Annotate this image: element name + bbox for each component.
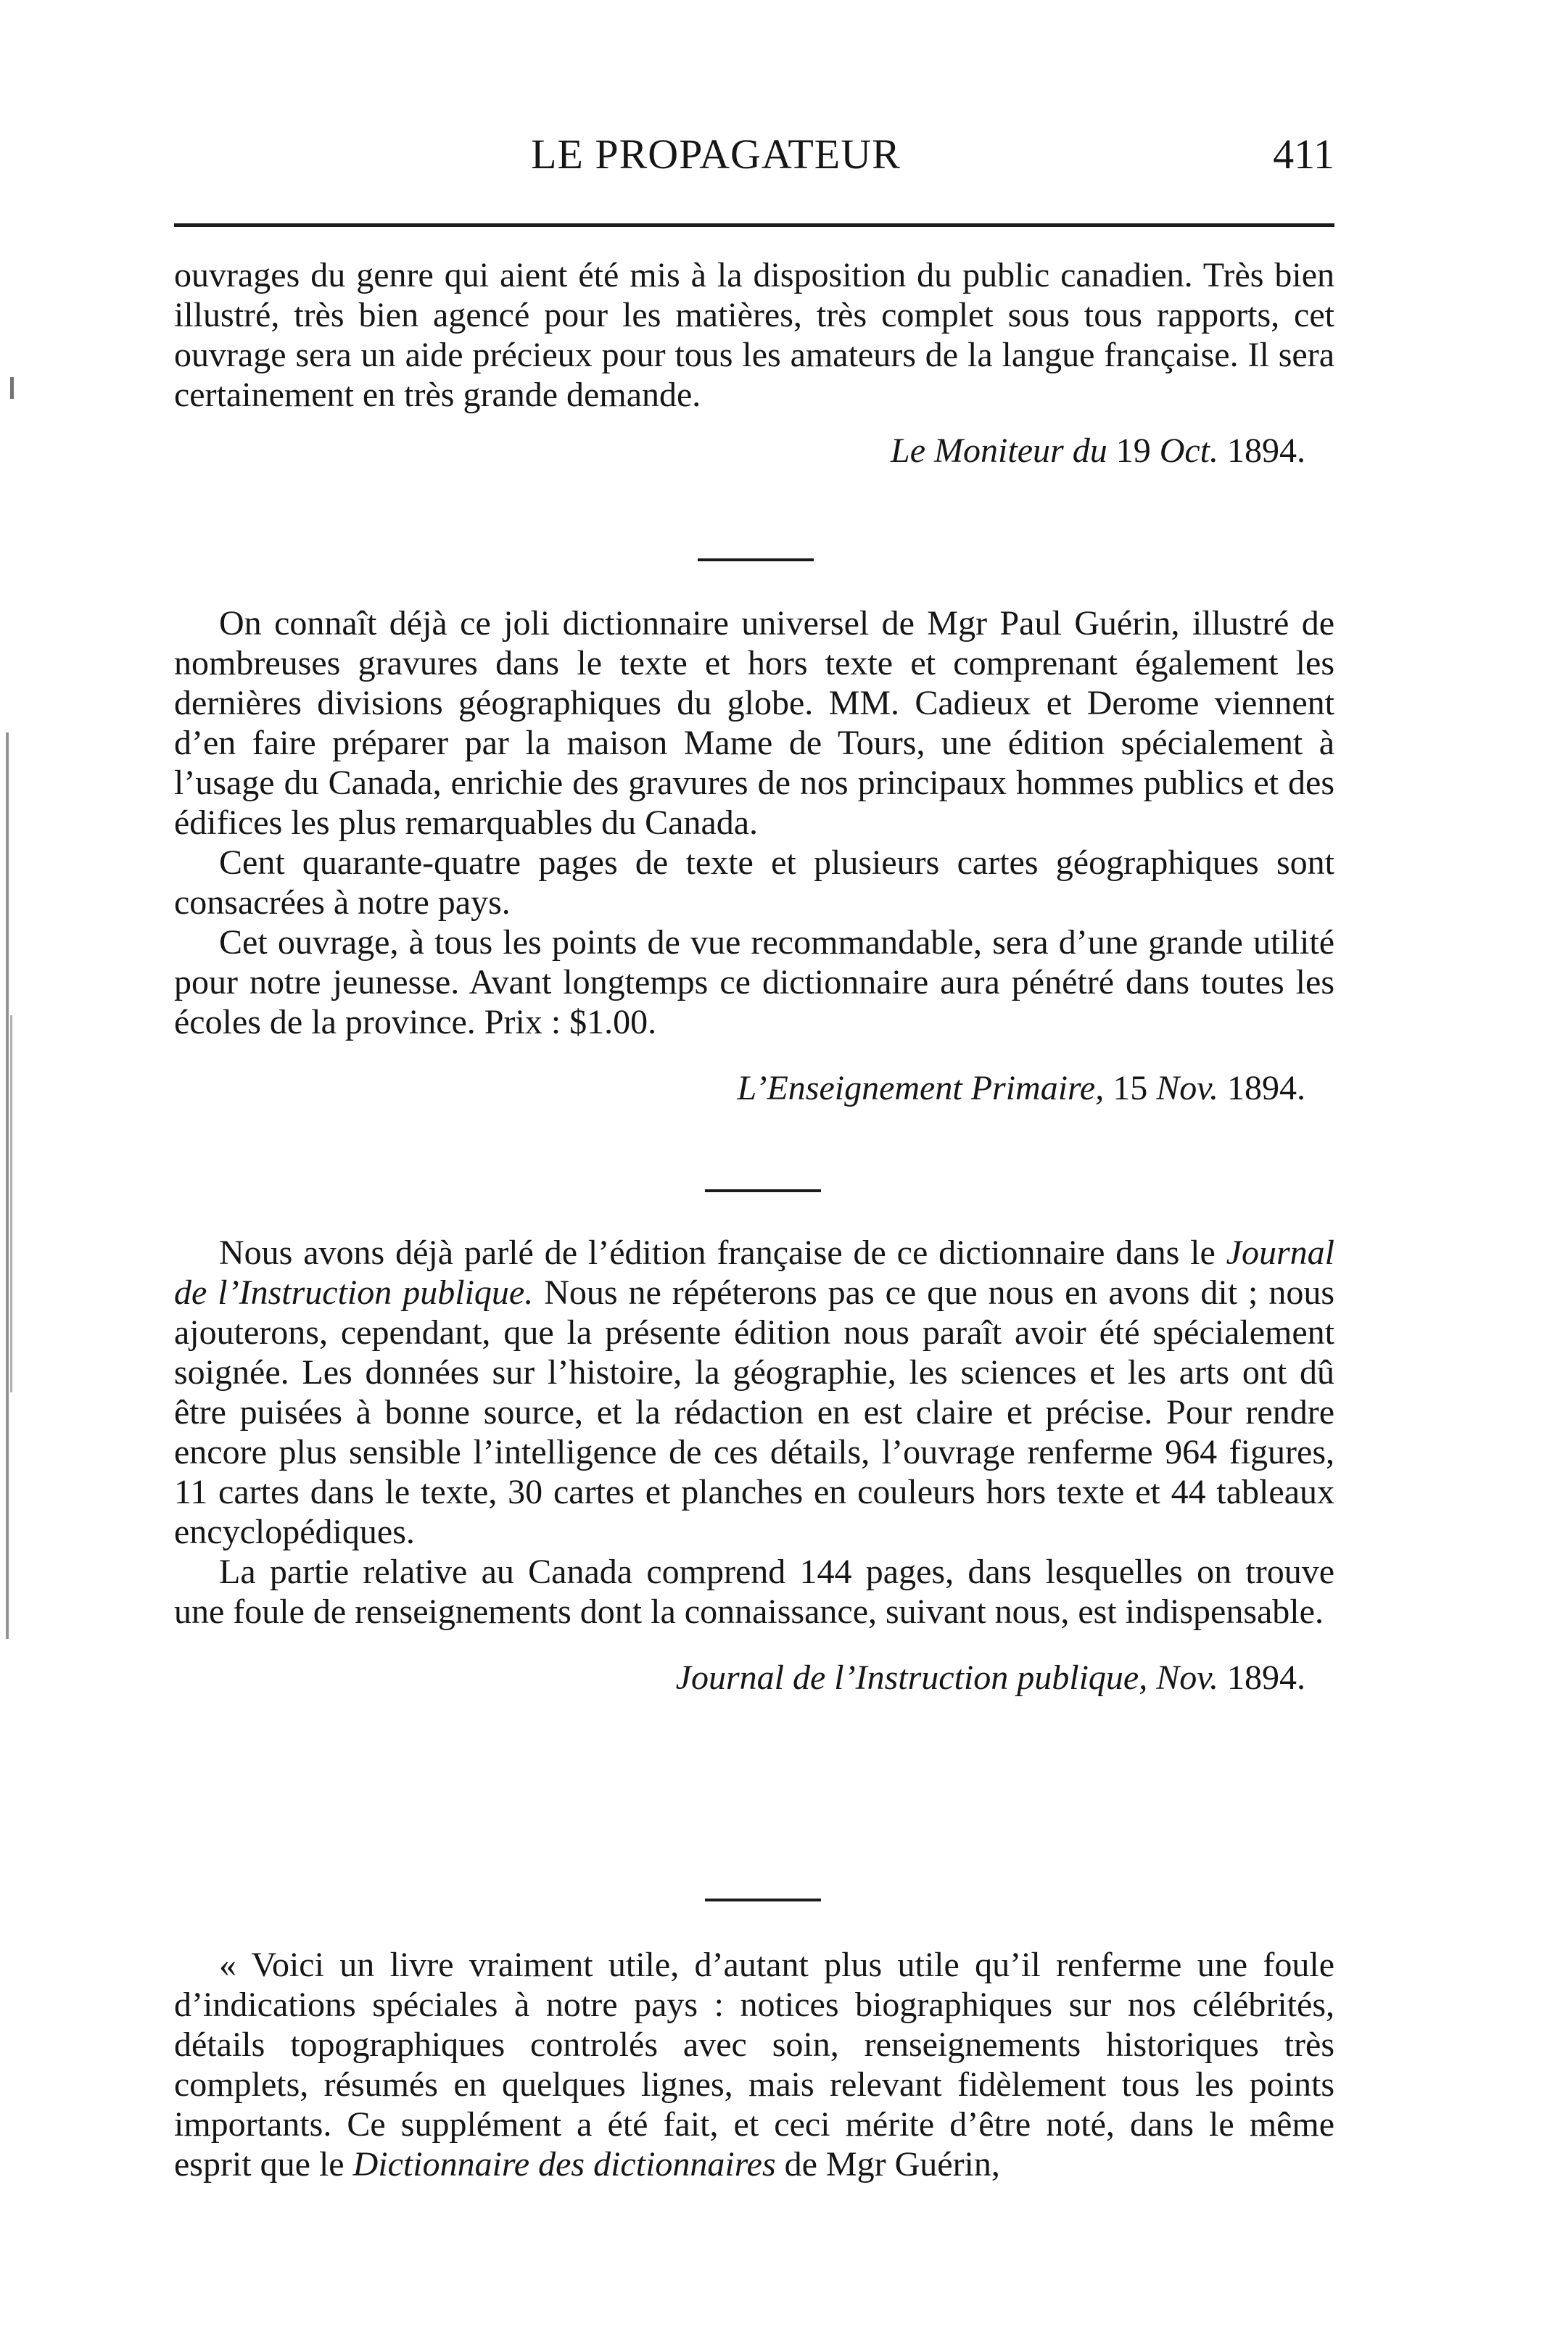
page-number: 411 bbox=[1273, 131, 1334, 178]
review-moniteur bbox=[174, 255, 1334, 471]
scan-margin-mark bbox=[10, 1015, 12, 1392]
section-separator bbox=[698, 558, 814, 561]
header-rule bbox=[174, 223, 1334, 227]
scan-margin-mark bbox=[6, 732, 9, 1639]
review-quote-text: « Voici un livre vraiment utile, d’autant plus utile qu’il renferme une foule d’indications spéciales à notre pays : notices biographiques sur nos célébrités, détails topographiques controlés avec soin, renseignements historiques très complets, résumés en quelques lignes, mais relevant fidèlement tous les points importants. Ce supplément a été fait, et ceci mérite d’être noté, dans le même esprit que le Dictionnaire des dictionnaires de Mgr Guérin, bbox=[174, 1946, 1334, 2184]
section-separator bbox=[705, 1899, 821, 1901]
section-separator bbox=[705, 1189, 821, 1192]
review-moniteur-text: ouvrages du genre qui aient été mis à la disposition du public canadien. Très bien illustré, très bien agencé pour les matières, très complet sous tous rapports, cet ouvrage sera un aide précieux pour tous les amateurs de la langue française. Il sera certainement en très grande demande. bbox=[174, 256, 1334, 414]
review-journal-source: Journal de l’Instruction publique, Nov. 1894. bbox=[675, 1659, 1305, 1697]
running-title: LE PROPAGATEUR bbox=[531, 131, 901, 178]
review-quote bbox=[174, 1945, 1334, 2184]
review-moniteur-source: Le Moniteur du 19 Oct. 1894. bbox=[891, 431, 1305, 470]
review-journal-text-1: Nous avons déjà parlé de l’édition française de ce dictionnaire dans le Journal de l’Instruction publique. Nous ne répéterons pas ce que nous en avons dit ; nous ajouterons, cependant, que la présente édition nous paraît avoir été spécialement soignée. Les données sur l’histoire, la géographie, les sciences et les arts ont dû être puisées à bonne source, et la rédaction en est claire et précise. Pour rendre encore plus sensible l’intelligence de ces détails, l’ouvrage renferme 964 figures, 11 cartes dans le texte, 30 cartes et planches en couleurs hors texte et 44 tableaux encyclopédiques. bbox=[174, 1234, 1334, 1551]
review-enseignement-text-1: On connaît déjà ce joli dictionnaire universel de Mgr Paul Guérin, illustré de nombreuses gravures dans le texte et hors texte et comprenant également les dernières divisions géographiques du globe. MM. Cadieux et Derome viennent d’en faire préparer par la maison Mame de Tours, une édition spécialement à l’usage du Canada, enrichie des gravures de nos principaux hommes publics et des édifices les plus remarquables du Canada. bbox=[174, 604, 1334, 842]
scan-margin-mark bbox=[10, 377, 14, 399]
review-enseignement-source: L’Enseignement Primaire, 15 Nov. 1894. bbox=[737, 1069, 1305, 1107]
review-journal bbox=[174, 1233, 1334, 1698]
review-enseignement-text-3: Cet ouvrage, à tous les points de vue recommandable, sera d’une grande utilité pour notre jeunesse. Avant longtemps ce dictionnaire aura pénétré dans toutes les écoles de la province. Prix : $1.00. bbox=[174, 923, 1334, 1041]
review-enseignement bbox=[174, 603, 1334, 1108]
review-journal-text-2: La partie relative au Canada comprend 144 pages, dans lesquelles on trouve une foule de renseignements dont la connaissance, suivant nous, est indispensable. bbox=[174, 1553, 1334, 1631]
running-head bbox=[174, 129, 1334, 180]
review-enseignement-text-2: Cent quarante-quatre pages de texte et plusieurs cartes géographiques sont consacrées à notre pays. bbox=[174, 843, 1334, 922]
